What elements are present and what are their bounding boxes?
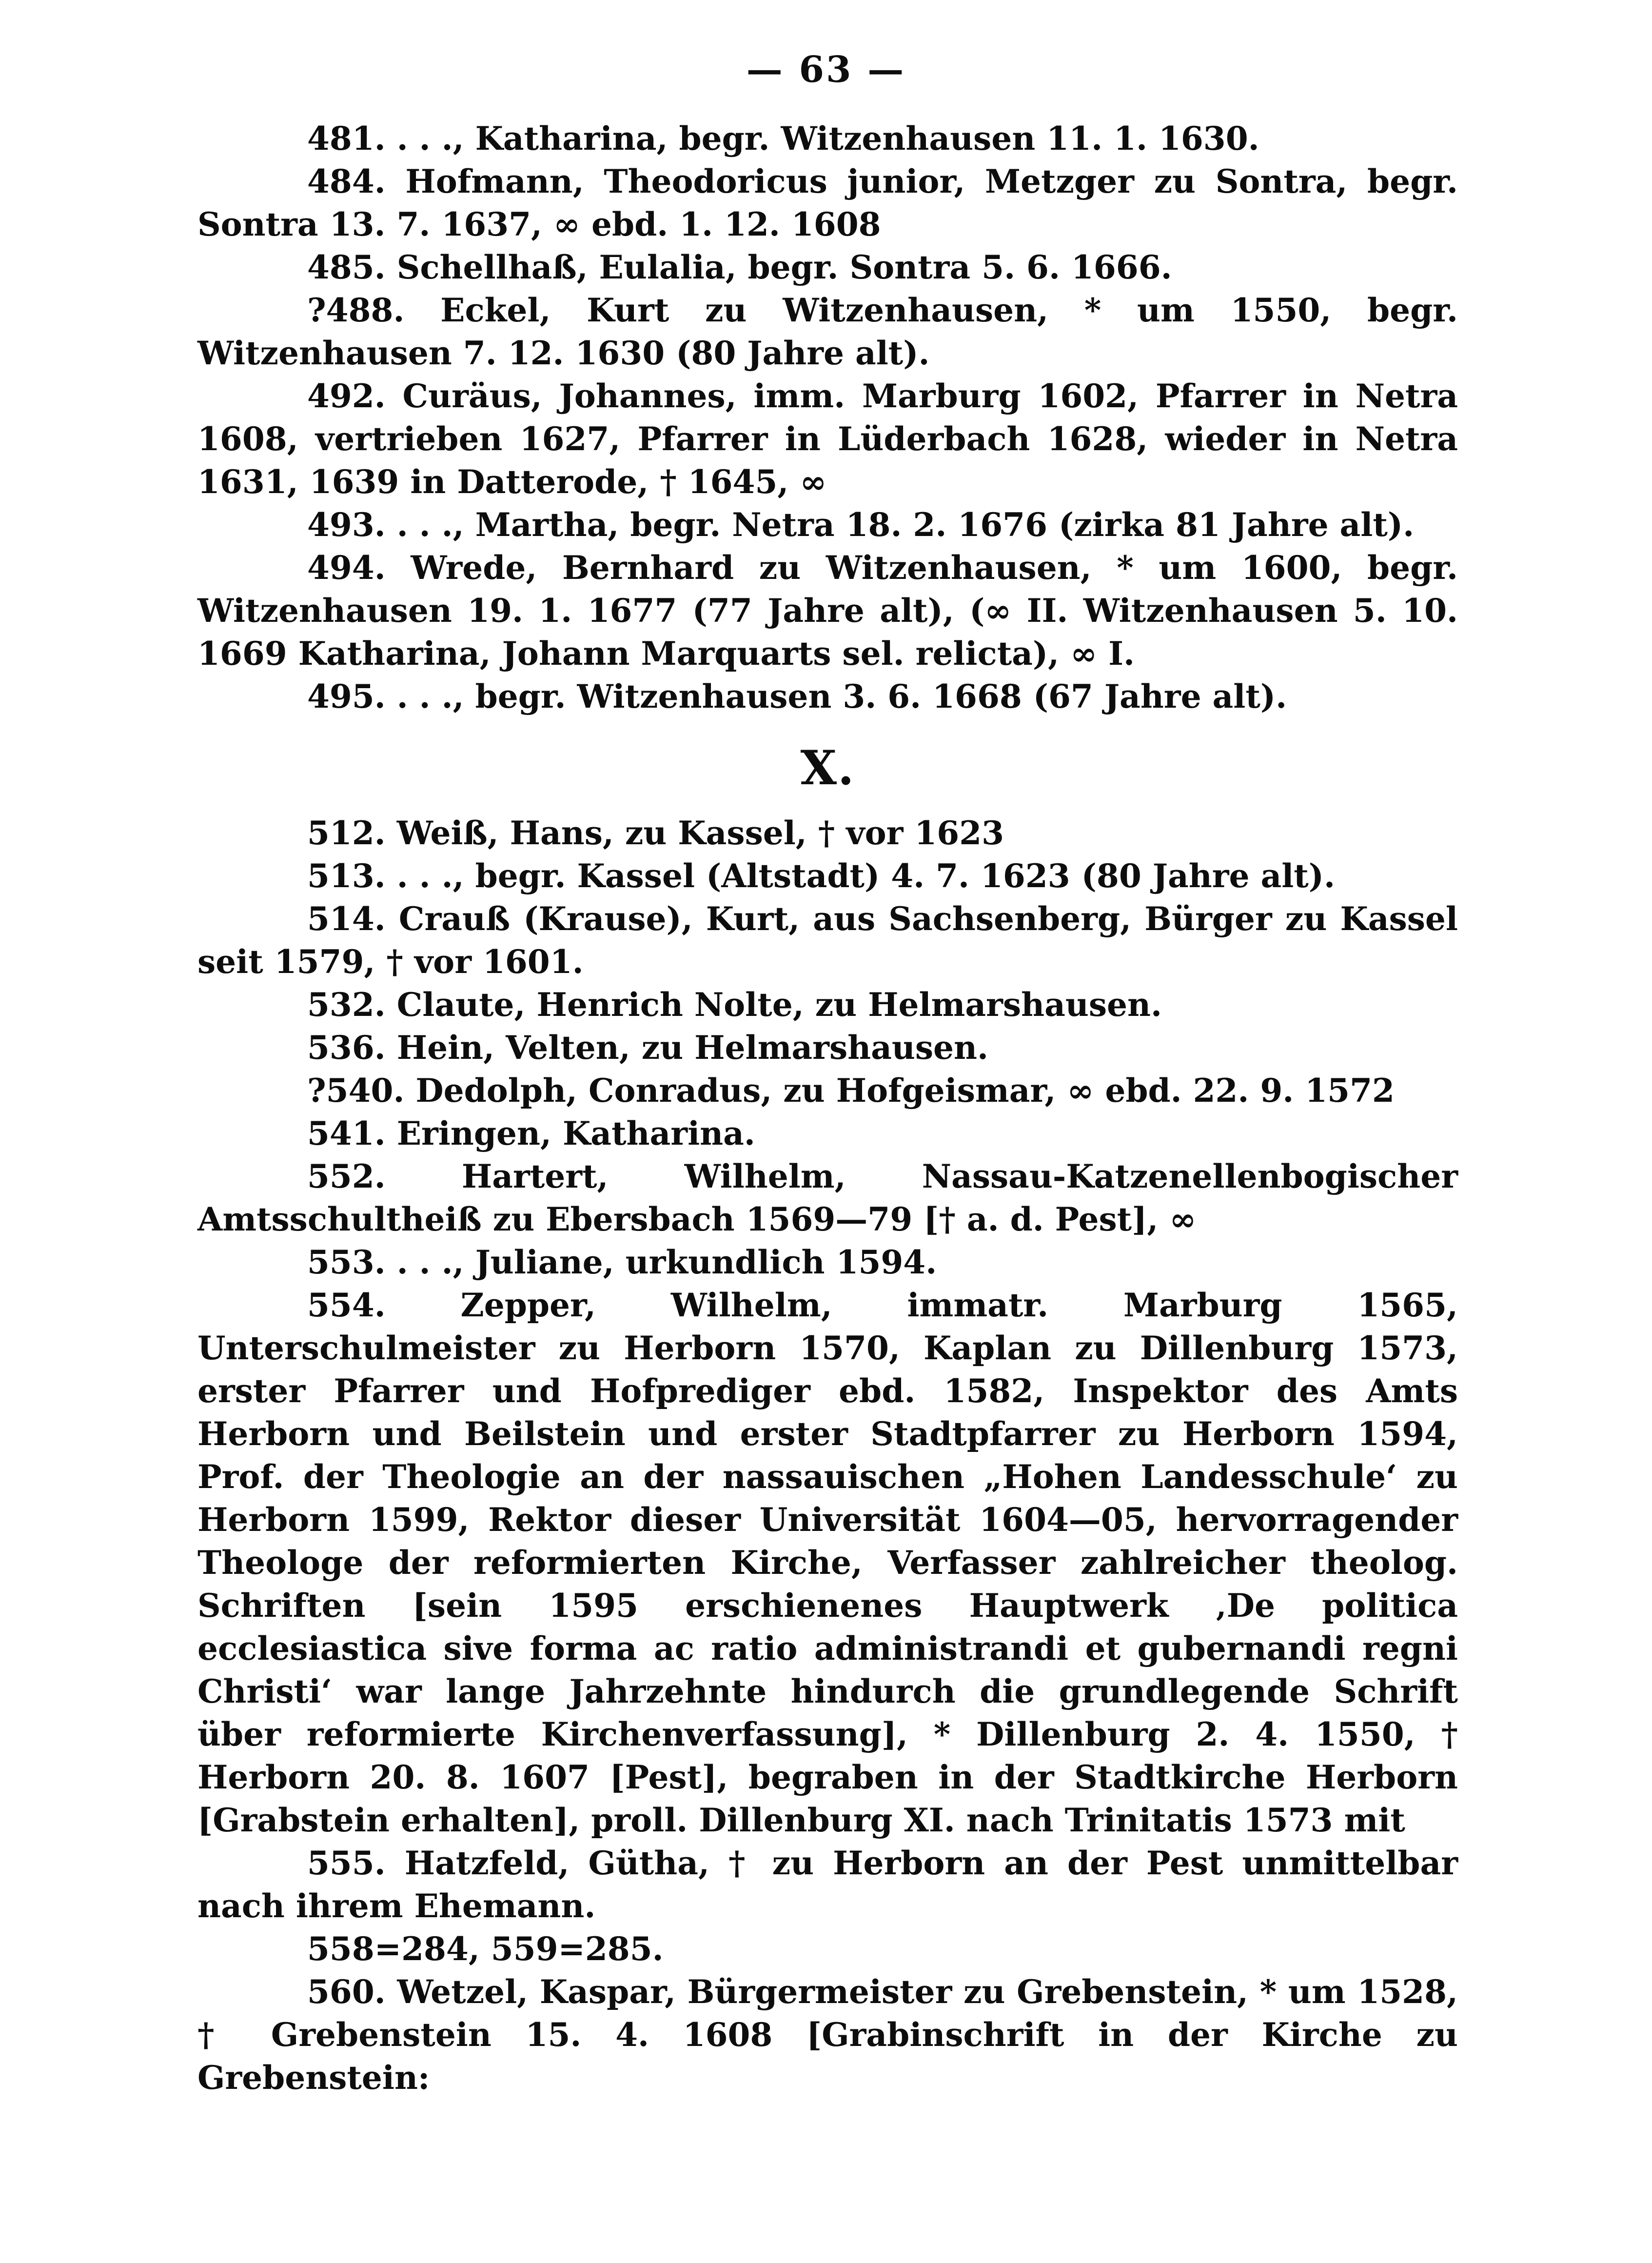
entry-552: 552. Hartert, Wilhelm, Nassau-Katzenellenbogischer Amtsschultheiß zu Ebersbach 1569—79 [† a. d. Pest], ∞	[197, 1157, 1458, 1238]
entry-495: 495. . . ., begr. Witzenhausen 3. 6. 1668 (67 Jahre alt).	[307, 677, 1287, 715]
entry-481: 481. . . ., Katharina, begr. Witzenhausen 11. 1. 1630.	[307, 119, 1259, 158]
entry-492: 492. Curäus, Johannes, imm. Marburg 1602, Pfarrer in Netra 1608, vertrieben 1627, Pfarrer in Lüderbach 1628, wieder in Netra 1631, 1639 in Datterode, † 1645, ∞	[197, 377, 1458, 501]
section-heading: X.	[800, 740, 855, 795]
entry-494: 494. Wrede, Bernhard zu Witzenhausen, * um 1600, begr. Witzenhausen 19. 1. 1677 (77 Jahre alt), (∞ II. Witzenhausen 5. 10. 1669 Katharina, Johann Marquarts sel. relicta), ∞ I.	[197, 549, 1458, 673]
page-number: — 63 —	[746, 49, 906, 91]
entry-560: 560. Wetzel, Kaspar, Bürgermeister zu Grebenstein, * um 1528, † Grebenstein 15. 4. 1608 [Grabinschrift in der Kirche zu Grebenstein:	[197, 1973, 1458, 2097]
entry-558-559: 558=284, 559=285.	[307, 1930, 664, 1968]
entry-512: 512. Weiß, Hans, zu Kassel, † vor 1623	[307, 814, 1004, 852]
entry-532: 532. Claute, Henrich Nolte, zu Helmarshausen.	[307, 986, 1162, 1024]
entry-513: 513. . . ., begr. Kassel (Altstadt) 4. 7. 1623 (80 Jahre alt).	[307, 857, 1335, 895]
entry-485: 485. Schellhaß, Eulalia, begr. Sontra 5. 6. 1666.	[307, 248, 1172, 286]
entry-536: 536. Hein, Velten, zu Helmarshausen.	[307, 1029, 988, 1067]
entry-514: 514. Crauß (Krause), Kurt, aus Sachsenberg, Bürger zu Kassel seit 1579, † vor 1601.	[197, 900, 1458, 981]
entry-541: 541. Eringen, Katharina.	[307, 1114, 755, 1152]
entry-493: 493. . . ., Martha, begr. Netra 18. 2. 1676 (zirka 81 Jahre alt).	[307, 506, 1415, 544]
entry-553: 553. . . ., Juliane, urkundlich 1594.	[307, 1243, 937, 1281]
entry-484: 484. Hofmann, Theodoricus junior, Metzger zu Sontra, begr. Sontra 13. 7. 1637, ∞ ebd. 1. 12. 1608	[197, 162, 1458, 243]
genealogy-text	[197, 117, 1458, 2099]
entry-488: ?488. Eckel, Kurt zu Witzenhausen, * um 1550, begr. Witzenhausen 7. 12. 1630 (80 Jahre alt).	[197, 291, 1458, 372]
entry-555: 555. Hatzfeld, Gütha, † zu Herborn an der Pest unmittelbar nach ihrem Ehemann.	[197, 1844, 1458, 1925]
entry-554: 554. Zepper, Wilhelm, immatr. Marburg 1565, Unterschulmeister zu Herborn 1570, Kaplan zu Dillenburg 1573, erster Pfarrer und Hofprediger ebd. 1582, Inspektor des Amts Herborn und Beilstein und erster Stadtpfarrer zu Herborn 1594, Prof. der Theologie an der nassauischen „Hohen Landesschule‘ zu Herborn 1599, Rektor dieser Universität 1604—05, hervorragender Theologe der reformierten Kirche, Verfasser zahlreicher theolog. Schriften [sein 1595 erschienenes Hauptwerk ‚De politica ecclesiastica sive forma ac ratio administrandi et gubernandi regni Christi‘ war lange Jahrzehnte hindurch die grundlegende Schrift über reformierte Kirchenverfassung], * Dillenburg 2. 4. 1550, † Herborn 20. 8. 1607 [Pest], begraben in der Stadtkirche Herborn [Grabstein erhalten], proll. Dillenburg XI. nach Trinitatis 1573 mit	[197, 1286, 1458, 1839]
entry-540: ?540. Dedolph, Conradus, zu Hofgeismar, ∞ ebd. 22. 9. 1572	[307, 1072, 1395, 1110]
